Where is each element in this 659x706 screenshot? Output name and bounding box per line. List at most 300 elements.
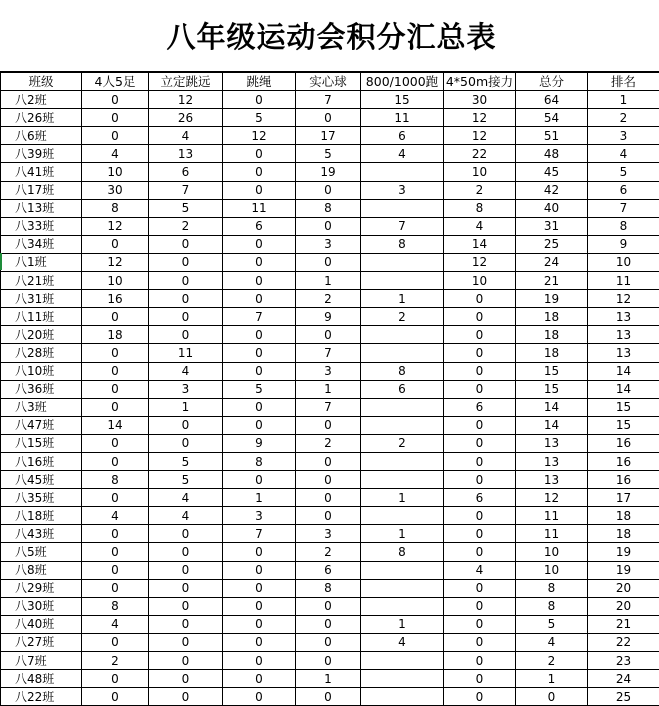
score-cell[interactable]: 15 (361, 91, 444, 109)
score-cell[interactable]: 2 (296, 290, 361, 308)
score-cell[interactable]: 0 (82, 670, 149, 688)
class-name-cell[interactable]: 八28班 (1, 344, 82, 362)
column-header[interactable]: 排名 (588, 73, 659, 91)
score-cell[interactable]: 0 (444, 308, 516, 326)
score-cell[interactable]: 18 (516, 308, 588, 326)
score-cell[interactable]: 10 (516, 543, 588, 561)
class-name-cell[interactable]: 八21班 (1, 272, 82, 290)
score-cell[interactable]: 10 (82, 272, 149, 290)
score-cell[interactable]: 19 (588, 561, 659, 579)
score-cell[interactable]: 0 (444, 652, 516, 670)
score-cell[interactable]: 0 (444, 543, 516, 561)
score-cell[interactable]: 1 (149, 398, 223, 416)
score-cell[interactable]: 11 (149, 344, 223, 362)
score-cell[interactable]: 0 (149, 253, 223, 271)
class-name-cell[interactable]: 八1班 (1, 253, 82, 271)
score-cell[interactable]: 0 (444, 416, 516, 434)
score-cell[interactable]: 24 (516, 253, 588, 271)
score-cell[interactable]: 8 (444, 199, 516, 217)
score-cell[interactable]: 18 (516, 326, 588, 344)
score-cell[interactable]: 3 (296, 235, 361, 253)
score-cell[interactable]: 5 (149, 471, 223, 489)
score-cell[interactable] (361, 471, 444, 489)
score-cell[interactable]: 5 (149, 199, 223, 217)
score-cell[interactable]: 51 (516, 127, 588, 145)
score-cell[interactable]: 0 (444, 290, 516, 308)
score-cell[interactable]: 45 (516, 163, 588, 181)
score-cell[interactable]: 0 (296, 416, 361, 434)
score-cell[interactable]: 6 (223, 217, 296, 235)
score-cell[interactable]: 0 (149, 235, 223, 253)
score-cell[interactable]: 4 (149, 362, 223, 380)
score-cell[interactable]: 7 (149, 181, 223, 199)
score-cell[interactable]: 14 (444, 235, 516, 253)
score-cell[interactable]: 0 (444, 525, 516, 543)
class-name-cell[interactable]: 八5班 (1, 543, 82, 561)
score-cell[interactable] (361, 452, 444, 470)
column-header[interactable]: 实心球 (296, 73, 361, 91)
score-cell[interactable]: 2 (361, 434, 444, 452)
score-cell[interactable]: 0 (223, 145, 296, 163)
score-cell[interactable]: 0 (296, 597, 361, 615)
score-cell[interactable]: 8 (296, 199, 361, 217)
score-cell[interactable]: 0 (444, 670, 516, 688)
score-cell[interactable] (361, 688, 444, 706)
score-cell[interactable] (361, 344, 444, 362)
score-cell[interactable]: 0 (516, 688, 588, 706)
class-name-cell[interactable]: 八41班 (1, 163, 82, 181)
score-cell[interactable]: 0 (223, 688, 296, 706)
score-cell[interactable]: 8 (82, 199, 149, 217)
score-cell[interactable]: 4 (82, 145, 149, 163)
score-cell[interactable]: 4 (444, 217, 516, 235)
score-cell[interactable]: 7 (361, 217, 444, 235)
score-cell[interactable]: 6 (444, 398, 516, 416)
score-cell[interactable]: 0 (82, 561, 149, 579)
score-cell[interactable]: 14 (588, 362, 659, 380)
score-cell[interactable]: 3 (223, 507, 296, 525)
score-cell[interactable]: 0 (82, 543, 149, 561)
column-header[interactable]: 800/1000跑 (361, 73, 444, 91)
score-cell[interactable]: 0 (223, 633, 296, 651)
score-cell[interactable]: 3 (149, 380, 223, 398)
score-cell[interactable]: 2 (588, 109, 659, 127)
score-cell[interactable]: 4 (516, 633, 588, 651)
score-cell[interactable]: 0 (296, 452, 361, 470)
score-cell[interactable]: 0 (82, 434, 149, 452)
score-cell[interactable]: 15 (516, 362, 588, 380)
score-cell[interactable]: 19 (516, 290, 588, 308)
score-cell[interactable]: 0 (149, 525, 223, 543)
score-cell[interactable]: 0 (296, 615, 361, 633)
score-cell[interactable]: 0 (444, 362, 516, 380)
score-cell[interactable]: 0 (82, 235, 149, 253)
score-cell[interactable]: 3 (588, 127, 659, 145)
score-cell[interactable]: 0 (444, 579, 516, 597)
score-cell[interactable] (361, 597, 444, 615)
score-cell[interactable]: 12 (444, 127, 516, 145)
score-cell[interactable]: 0 (223, 579, 296, 597)
score-cell[interactable]: 0 (223, 652, 296, 670)
class-name-cell[interactable]: 八43班 (1, 525, 82, 543)
score-cell[interactable]: 10 (82, 163, 149, 181)
score-cell[interactable]: 13 (516, 471, 588, 489)
score-cell[interactable]: 0 (444, 615, 516, 633)
score-cell[interactable]: 15 (588, 416, 659, 434)
score-cell[interactable]: 7 (296, 91, 361, 109)
score-cell[interactable]: 0 (149, 670, 223, 688)
score-cell[interactable]: 8 (361, 543, 444, 561)
class-name-cell[interactable]: 八31班 (1, 290, 82, 308)
score-cell[interactable]: 20 (588, 579, 659, 597)
score-cell[interactable]: 16 (82, 290, 149, 308)
score-cell[interactable]: 13 (516, 434, 588, 452)
score-cell[interactable]: 11 (223, 199, 296, 217)
score-cell[interactable]: 12 (82, 217, 149, 235)
score-cell[interactable]: 2 (82, 652, 149, 670)
score-cell[interactable]: 0 (82, 633, 149, 651)
score-cell[interactable]: 30 (82, 181, 149, 199)
score-cell[interactable]: 0 (223, 344, 296, 362)
score-cell[interactable]: 12 (516, 489, 588, 507)
score-cell[interactable]: 0 (82, 308, 149, 326)
score-cell[interactable]: 22 (444, 145, 516, 163)
score-cell[interactable]: 54 (516, 109, 588, 127)
score-cell[interactable]: 0 (82, 344, 149, 362)
score-cell[interactable]: 17 (296, 127, 361, 145)
score-cell[interactable]: 0 (223, 471, 296, 489)
score-cell[interactable]: 0 (82, 91, 149, 109)
score-cell[interactable]: 4 (82, 615, 149, 633)
score-cell[interactable]: 0 (149, 308, 223, 326)
score-cell[interactable]: 6 (296, 561, 361, 579)
score-cell[interactable]: 2 (149, 217, 223, 235)
score-cell[interactable]: 21 (588, 615, 659, 633)
class-name-cell[interactable]: 八47班 (1, 416, 82, 434)
score-cell[interactable]: 23 (588, 652, 659, 670)
score-cell[interactable]: 4 (361, 633, 444, 651)
class-name-cell[interactable]: 八34班 (1, 235, 82, 253)
score-cell[interactable]: 0 (223, 416, 296, 434)
score-cell[interactable] (361, 272, 444, 290)
score-cell[interactable]: 15 (516, 380, 588, 398)
class-name-cell[interactable]: 八17班 (1, 181, 82, 199)
class-name-cell[interactable]: 八11班 (1, 308, 82, 326)
score-cell[interactable]: 8 (361, 235, 444, 253)
class-name-cell[interactable]: 八27班 (1, 633, 82, 651)
class-name-cell[interactable]: 八20班 (1, 326, 82, 344)
score-cell[interactable]: 5 (223, 380, 296, 398)
class-name-cell[interactable]: 八22班 (1, 688, 82, 706)
score-cell[interactable]: 0 (149, 272, 223, 290)
score-cell[interactable]: 2 (516, 652, 588, 670)
score-cell[interactable] (361, 561, 444, 579)
score-cell[interactable]: 18 (588, 525, 659, 543)
score-cell[interactable]: 0 (149, 434, 223, 452)
score-cell[interactable]: 8 (516, 597, 588, 615)
score-cell[interactable]: 0 (82, 362, 149, 380)
score-cell[interactable]: 0 (149, 543, 223, 561)
score-cell[interactable]: 5 (149, 452, 223, 470)
column-header[interactable]: 立定跳远 (149, 73, 223, 91)
score-cell[interactable]: 0 (82, 109, 149, 127)
score-cell[interactable]: 13 (588, 344, 659, 362)
score-cell[interactable]: 1 (588, 91, 659, 109)
class-name-cell[interactable]: 八29班 (1, 579, 82, 597)
score-cell[interactable]: 0 (149, 688, 223, 706)
score-cell[interactable] (361, 253, 444, 271)
score-cell[interactable]: 0 (444, 380, 516, 398)
score-cell[interactable]: 20 (588, 597, 659, 615)
column-header[interactable]: 4人5足 (82, 73, 149, 91)
score-cell[interactable]: 11 (516, 507, 588, 525)
score-cell[interactable]: 30 (444, 91, 516, 109)
score-cell[interactable]: 1 (223, 489, 296, 507)
score-cell[interactable]: 19 (588, 543, 659, 561)
score-cell[interactable]: 1 (361, 615, 444, 633)
score-cell[interactable]: 2 (444, 181, 516, 199)
score-cell[interactable] (361, 652, 444, 670)
score-cell[interactable]: 11 (361, 109, 444, 127)
score-cell[interactable]: 12 (223, 127, 296, 145)
score-cell[interactable]: 0 (82, 127, 149, 145)
score-cell[interactable]: 0 (296, 181, 361, 199)
score-cell[interactable]: 31 (516, 217, 588, 235)
score-cell[interactable]: 1 (516, 670, 588, 688)
score-cell[interactable]: 0 (444, 597, 516, 615)
score-cell[interactable]: 12 (444, 253, 516, 271)
class-name-cell[interactable]: 八6班 (1, 127, 82, 145)
score-cell[interactable]: 0 (444, 326, 516, 344)
score-cell[interactable]: 0 (296, 507, 361, 525)
score-cell[interactable]: 2 (361, 308, 444, 326)
score-cell[interactable]: 2 (296, 434, 361, 452)
score-cell[interactable]: 12 (444, 109, 516, 127)
score-cell[interactable]: 3 (361, 181, 444, 199)
score-cell[interactable]: 8 (588, 217, 659, 235)
score-cell[interactable]: 0 (223, 272, 296, 290)
score-cell[interactable]: 0 (296, 109, 361, 127)
score-cell[interactable]: 4 (149, 489, 223, 507)
score-cell[interactable]: 6 (361, 380, 444, 398)
score-cell[interactable]: 0 (444, 471, 516, 489)
score-cell[interactable] (361, 579, 444, 597)
score-cell[interactable]: 9 (296, 308, 361, 326)
column-header[interactable]: 总分 (516, 73, 588, 91)
class-name-cell[interactable]: 八26班 (1, 109, 82, 127)
score-cell[interactable]: 18 (588, 507, 659, 525)
class-name-cell[interactable]: 八13班 (1, 199, 82, 217)
score-cell[interactable]: 18 (516, 344, 588, 362)
score-cell[interactable]: 14 (82, 416, 149, 434)
score-cell[interactable]: 10 (516, 561, 588, 579)
column-header[interactable]: 4*50m接力 (444, 73, 516, 91)
class-name-cell[interactable]: 八2班 (1, 91, 82, 109)
score-cell[interactable]: 7 (223, 525, 296, 543)
score-cell[interactable]: 0 (82, 579, 149, 597)
score-cell[interactable]: 24 (588, 670, 659, 688)
score-cell[interactable] (361, 416, 444, 434)
score-cell[interactable]: 1 (296, 272, 361, 290)
score-cell[interactable]: 5 (588, 163, 659, 181)
score-cell[interactable]: 0 (444, 344, 516, 362)
score-cell[interactable]: 8 (296, 579, 361, 597)
score-cell[interactable]: 0 (223, 326, 296, 344)
score-cell[interactable]: 22 (588, 633, 659, 651)
score-cell[interactable]: 7 (588, 199, 659, 217)
score-cell[interactable]: 40 (516, 199, 588, 217)
score-cell[interactable]: 0 (149, 561, 223, 579)
score-cell[interactable]: 17 (588, 489, 659, 507)
score-cell[interactable]: 42 (516, 181, 588, 199)
score-cell[interactable]: 0 (223, 181, 296, 199)
score-cell[interactable]: 0 (149, 416, 223, 434)
score-cell[interactable]: 0 (149, 652, 223, 670)
score-cell[interactable]: 1 (361, 290, 444, 308)
class-name-cell[interactable]: 八35班 (1, 489, 82, 507)
score-cell[interactable]: 3 (296, 362, 361, 380)
score-cell[interactable]: 0 (149, 615, 223, 633)
score-cell[interactable]: 10 (588, 253, 659, 271)
score-cell[interactable]: 12 (82, 253, 149, 271)
score-cell[interactable]: 4 (444, 561, 516, 579)
score-cell[interactable]: 5 (223, 109, 296, 127)
score-cell[interactable]: 0 (149, 597, 223, 615)
score-cell[interactable]: 0 (223, 597, 296, 615)
score-cell[interactable]: 13 (516, 452, 588, 470)
score-cell[interactable]: 4 (361, 145, 444, 163)
score-cell[interactable] (361, 670, 444, 688)
score-cell[interactable]: 8 (516, 579, 588, 597)
class-name-cell[interactable]: 八33班 (1, 217, 82, 235)
score-cell[interactable]: 0 (223, 290, 296, 308)
score-cell[interactable]: 0 (149, 579, 223, 597)
score-cell[interactable]: 16 (588, 452, 659, 470)
score-cell[interactable]: 6 (588, 181, 659, 199)
score-cell[interactable]: 11 (588, 272, 659, 290)
score-cell[interactable] (361, 163, 444, 181)
score-cell[interactable]: 15 (588, 398, 659, 416)
score-cell[interactable]: 7 (223, 308, 296, 326)
score-cell[interactable]: 1 (296, 670, 361, 688)
score-cell[interactable]: 3 (296, 525, 361, 543)
score-cell[interactable]: 0 (296, 489, 361, 507)
class-name-cell[interactable]: 八10班 (1, 362, 82, 380)
score-cell[interactable]: 0 (223, 163, 296, 181)
class-name-cell[interactable]: 八8班 (1, 561, 82, 579)
class-name-cell[interactable]: 八16班 (1, 452, 82, 470)
score-cell[interactable]: 0 (223, 615, 296, 633)
score-cell[interactable]: 0 (444, 507, 516, 525)
score-cell[interactable]: 13 (588, 308, 659, 326)
score-cell[interactable]: 9 (588, 235, 659, 253)
score-cell[interactable]: 48 (516, 145, 588, 163)
score-cell[interactable]: 8 (361, 362, 444, 380)
class-name-cell[interactable]: 八39班 (1, 145, 82, 163)
score-cell[interactable]: 9 (223, 434, 296, 452)
score-cell[interactable]: 26 (149, 109, 223, 127)
score-cell[interactable]: 0 (82, 688, 149, 706)
column-header[interactable]: 跳绳 (223, 73, 296, 91)
score-cell[interactable]: 12 (149, 91, 223, 109)
score-cell[interactable]: 0 (296, 471, 361, 489)
score-cell[interactable]: 0 (223, 235, 296, 253)
score-cell[interactable]: 0 (223, 670, 296, 688)
score-cell[interactable]: 0 (296, 688, 361, 706)
score-cell[interactable] (361, 398, 444, 416)
score-cell[interactable]: 5 (296, 145, 361, 163)
score-cell[interactable]: 0 (149, 326, 223, 344)
score-cell[interactable]: 0 (82, 380, 149, 398)
score-cell[interactable]: 19 (296, 163, 361, 181)
score-cell[interactable]: 0 (444, 633, 516, 651)
score-cell[interactable]: 4 (82, 507, 149, 525)
score-cell[interactable]: 0 (149, 633, 223, 651)
score-cell[interactable]: 0 (82, 525, 149, 543)
score-cell[interactable]: 16 (588, 471, 659, 489)
score-cell[interactable]: 64 (516, 91, 588, 109)
class-name-cell[interactable]: 八36班 (1, 380, 82, 398)
score-cell[interactable]: 0 (296, 652, 361, 670)
score-cell[interactable]: 16 (588, 434, 659, 452)
score-cell[interactable]: 1 (361, 489, 444, 507)
score-cell[interactable]: 0 (149, 290, 223, 308)
score-cell[interactable]: 0 (223, 543, 296, 561)
score-cell[interactable]: 14 (516, 398, 588, 416)
score-cell[interactable]: 25 (516, 235, 588, 253)
score-cell[interactable]: 0 (223, 362, 296, 380)
score-cell[interactable]: 0 (296, 253, 361, 271)
title-cell[interactable] (0, 0, 659, 72)
score-cell[interactable]: 0 (223, 398, 296, 416)
score-cell[interactable]: 0 (296, 217, 361, 235)
score-cell[interactable]: 8 (223, 452, 296, 470)
score-cell[interactable]: 4 (149, 507, 223, 525)
class-name-cell[interactable]: 八3班 (1, 398, 82, 416)
score-cell[interactable]: 6 (149, 163, 223, 181)
score-cell[interactable]: 10 (444, 272, 516, 290)
class-name-cell[interactable]: 八40班 (1, 615, 82, 633)
score-cell[interactable]: 0 (444, 434, 516, 452)
score-cell[interactable]: 6 (444, 489, 516, 507)
class-name-cell[interactable]: 八48班 (1, 670, 82, 688)
score-cell[interactable]: 0 (82, 452, 149, 470)
score-cell[interactable]: 14 (516, 416, 588, 434)
class-name-cell[interactable]: 八30班 (1, 597, 82, 615)
score-cell[interactable] (361, 199, 444, 217)
score-cell[interactable]: 10 (444, 163, 516, 181)
score-cell[interactable]: 1 (296, 380, 361, 398)
score-cell[interactable] (361, 326, 444, 344)
score-cell[interactable]: 7 (296, 344, 361, 362)
score-cell[interactable]: 0 (82, 398, 149, 416)
score-cell[interactable]: 4 (588, 145, 659, 163)
score-cell[interactable]: 25 (588, 688, 659, 706)
score-cell[interactable]: 11 (516, 525, 588, 543)
score-cell[interactable]: 0 (296, 326, 361, 344)
score-cell[interactable]: 2 (296, 543, 361, 561)
score-cell[interactable]: 0 (82, 489, 149, 507)
score-cell[interactable]: 5 (516, 615, 588, 633)
class-name-cell[interactable]: 八18班 (1, 507, 82, 525)
column-header[interactable]: 班级 (1, 73, 82, 91)
score-cell[interactable]: 6 (361, 127, 444, 145)
score-cell[interactable]: 0 (444, 452, 516, 470)
score-cell[interactable] (361, 507, 444, 525)
score-cell[interactable]: 8 (82, 471, 149, 489)
class-name-cell[interactable]: 八7班 (1, 652, 82, 670)
score-cell[interactable]: 1 (361, 525, 444, 543)
